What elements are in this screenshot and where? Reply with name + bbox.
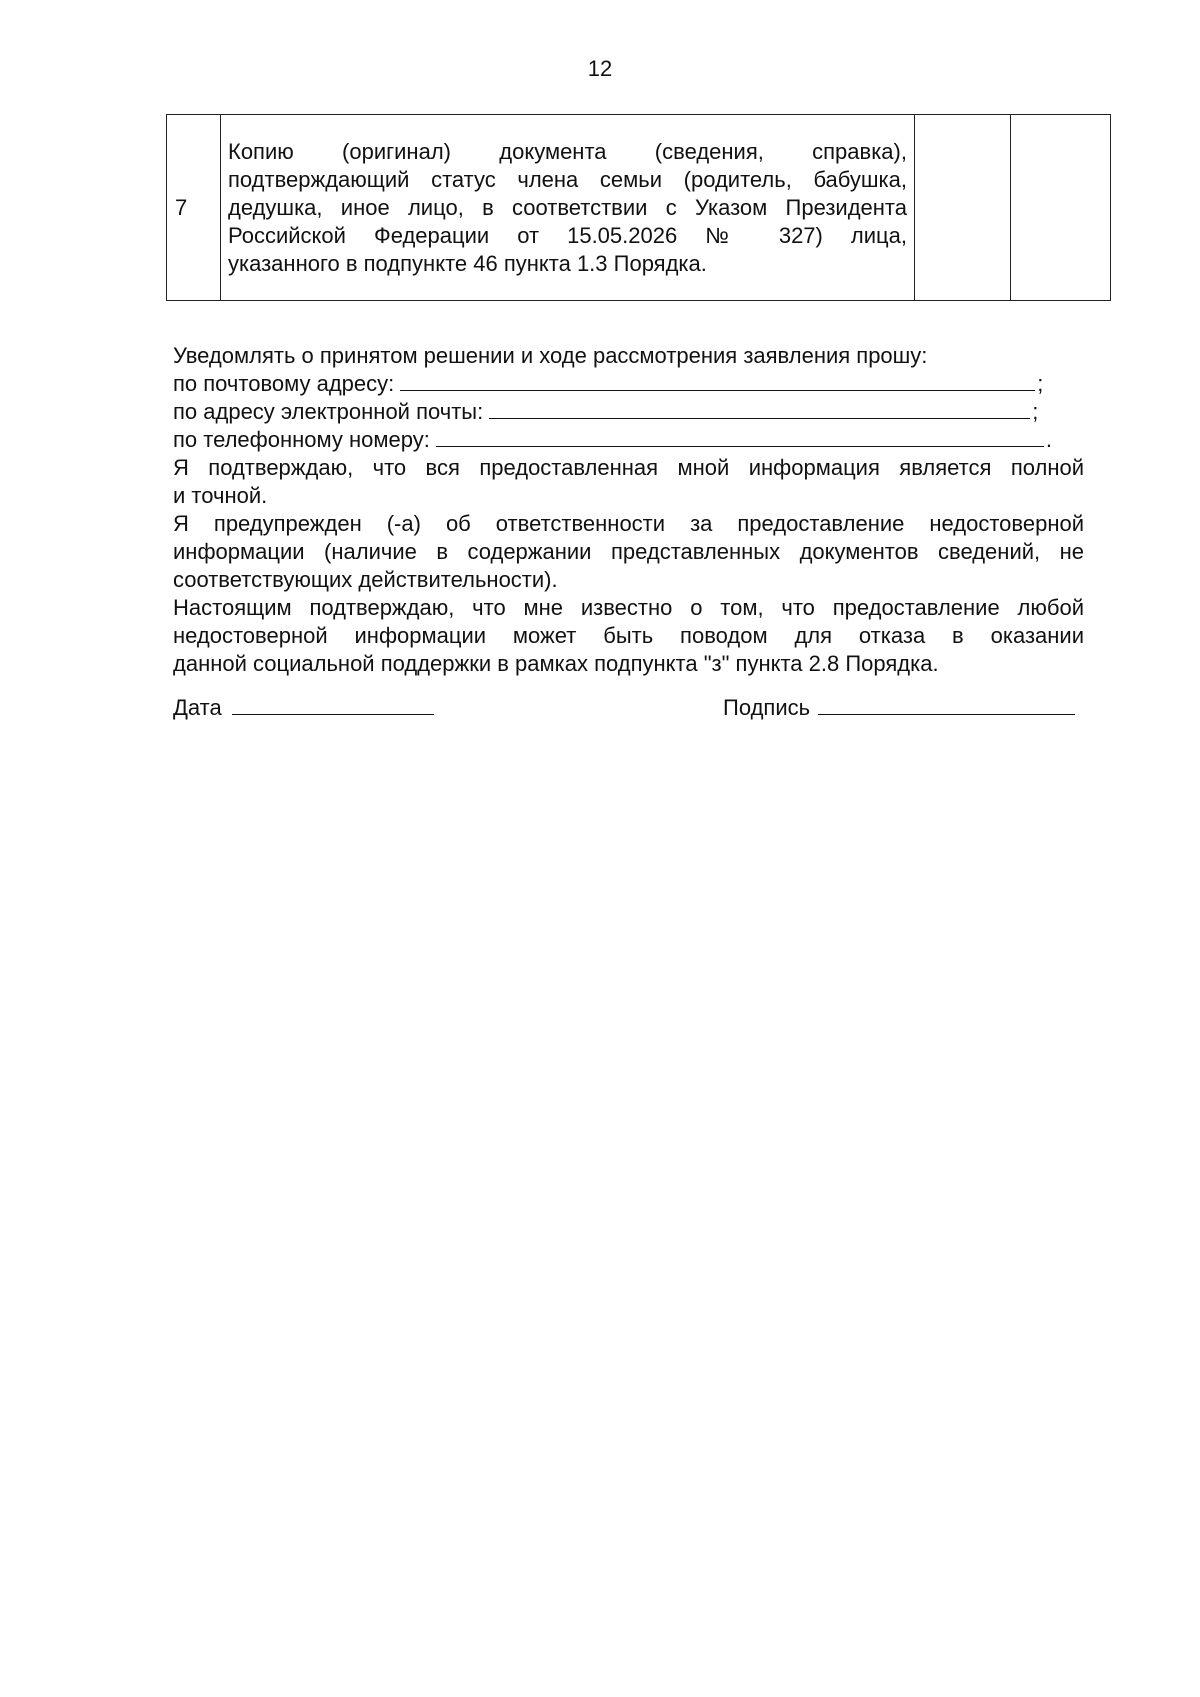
acknowledge-paragraph [173,594,1084,678]
email-label: по адресу электронной почты: [173,399,484,424]
confirm-line: Я подтверждаю, что вся предоставленная мной информация является полной [173,455,1084,480]
email-end: ; [1032,399,1039,424]
warning-line: соответствующих действительности). [173,567,558,592]
documents-table [166,114,1111,301]
row-number: 7 [167,115,221,301]
phone-row [173,426,1084,454]
empty-cell[interactable] [915,115,1011,301]
acknowledge-line: данной социальной поддержки в рамках подпункта "з" пункта 2.8 Порядка. [173,651,939,676]
document-description [221,115,915,301]
page-number: 12 [587,56,613,81]
signature-row [173,694,1084,724]
postal-address-row [173,370,1084,398]
phone-field[interactable] [436,426,1044,447]
table-row [167,115,1111,301]
date-field[interactable] [232,694,434,715]
email-field[interactable] [489,398,1030,419]
postal-address-end: ; [1037,371,1044,396]
description-line: указанного в подпункте 46 пункта 1.3 Порядка. [228,250,707,276]
signature-field[interactable] [818,694,1075,715]
postal-address-field[interactable] [400,370,1035,391]
phone-label: по телефонному номеру: [173,427,430,452]
date-block [173,694,434,722]
empty-cell[interactable] [1011,115,1111,301]
signature-block [723,694,1075,722]
acknowledge-line: недостоверной информации может быть поводом для отказа в оказании [173,623,1084,648]
signature-label: Подпись [723,695,811,720]
confirm-line: и точной. [173,483,268,508]
warning-line: информации (наличие в содержании представленных документов сведений, не [173,539,1084,564]
description-line: подтверждающий статус члена семьи (родитель, бабушка, [228,166,907,192]
warning-paragraph [173,510,1084,594]
confirm-paragraph [173,454,1084,510]
postal-address-label: по почтовому адресу: [173,371,395,396]
description-line: Копию (оригинал) документа (сведения, справка), [228,138,907,164]
acknowledge-line: Настоящим подтверждаю, что мне известно о том, что предоставление любой [173,595,1084,620]
document-body [173,342,1084,678]
email-row [173,398,1084,426]
description-line: дедушка, иное лицо, в соответствии с Указом Президента [228,194,907,220]
warning-line: Я предупрежден (-а) об ответственности за предоставление недостоверной [173,511,1084,536]
phone-end: . [1045,427,1052,452]
description-line: Российской Федерации от 15.05.2026 № 327) лица, [228,222,907,248]
date-label: Дата [173,695,222,720]
notify-intro: Уведомлять о принятом решении и ходе рассмотрения заявления прошу: [173,343,928,368]
